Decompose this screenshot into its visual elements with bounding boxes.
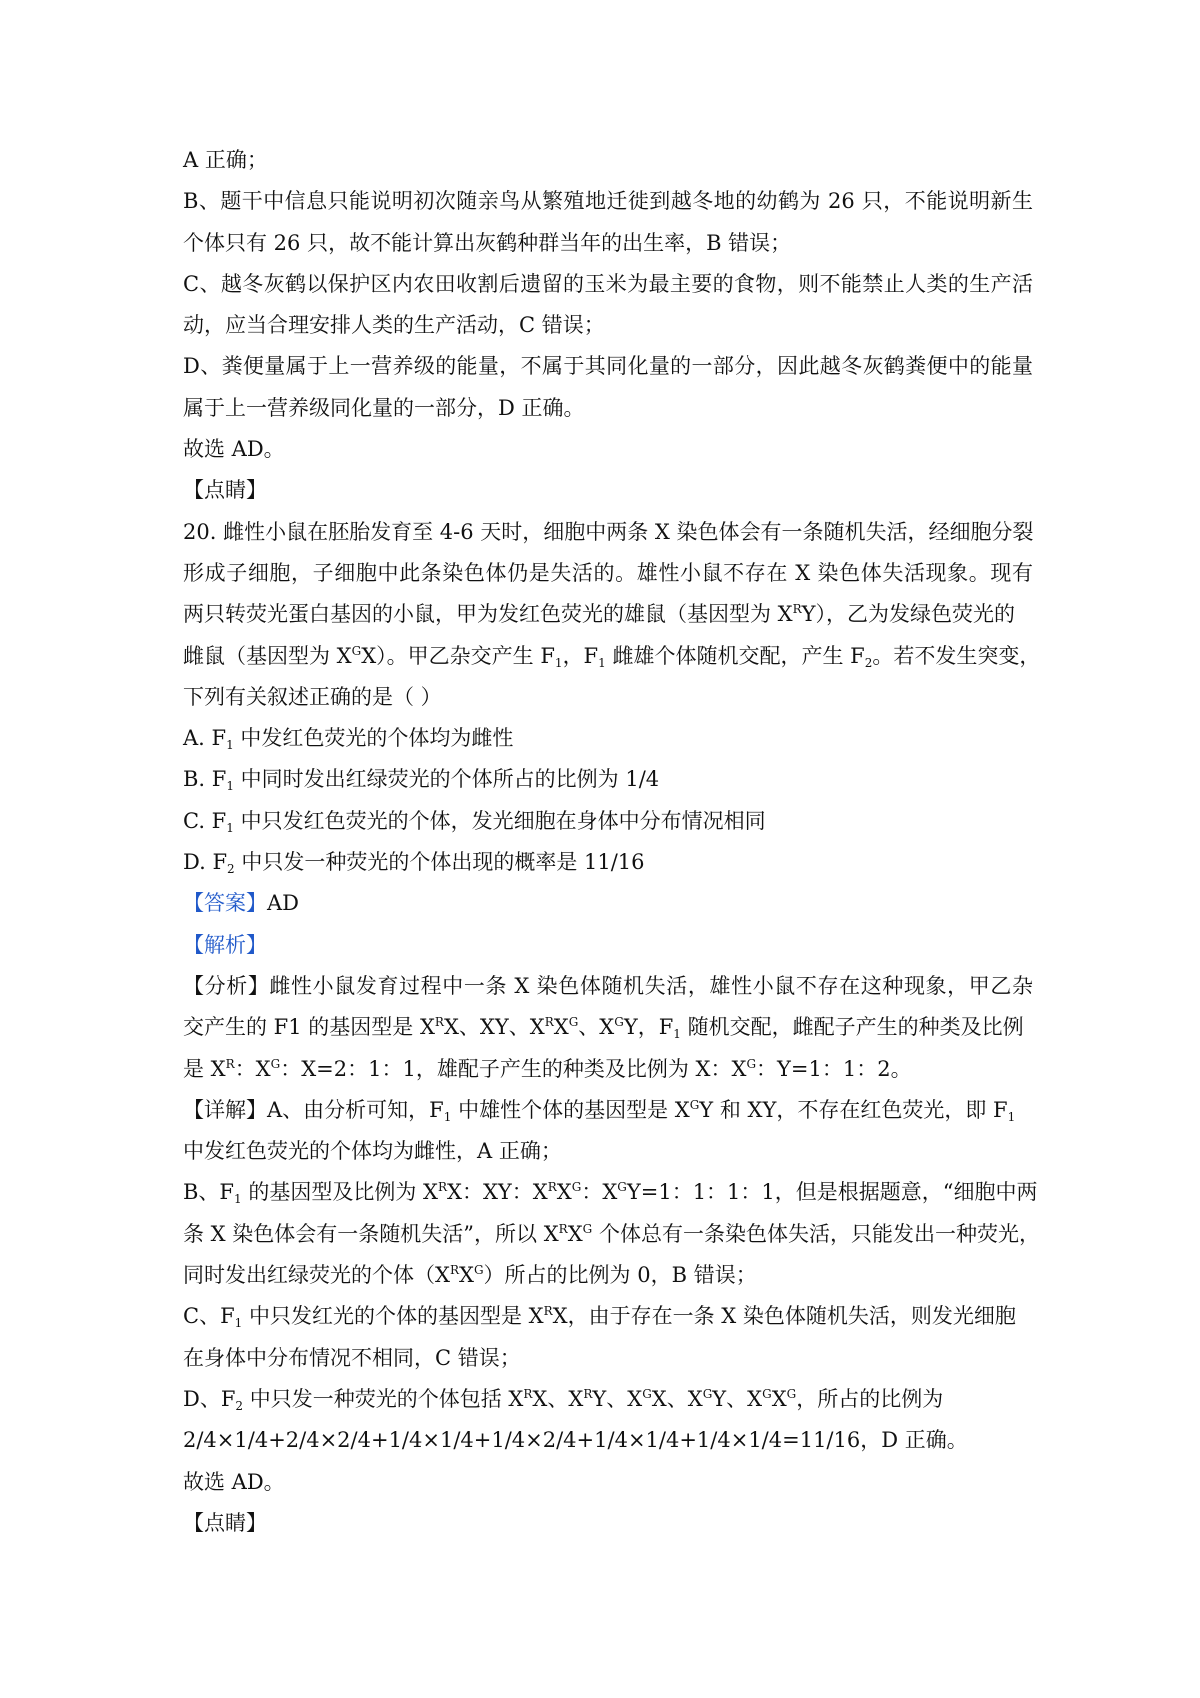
text-line: B、题干中信息只能说明初次随亲鸟从繁殖地迁徙到越冬地的幼鹤为 26 只，不能说明新生 — [183, 189, 1033, 214]
question-stem-line: 20. 雌性小鼠在胚胎发育至 4-6 天时，细胞中两条 X 染色体会有一条随机失活，经细胞分裂 — [183, 519, 1034, 544]
text-line — [183, 470, 1033, 511]
detail-line: B、$F_1$ 的基因型及比例为 $X^RX$：XY：$X^RX^G$：$X^GY=1$：1：1：1，但是根据题意，“细胞中两 — [183, 1180, 1038, 1207]
question-stem-line: 雌鼠（基因型为 $X^GX$）。甲乙杂交产生 $F_1$，$F_1$ 雌雄个体随机交配，产生 $F_2$。若不发生突变， — [183, 643, 1041, 670]
detail-line: 在身体中分布情况不相同，C 错误； — [183, 1345, 521, 1370]
text-line: D、粪便量属于上一营养级的能量，不属于其同化量的一部分，因此越冬灰鹤粪便中的能量 — [183, 354, 1033, 379]
text-line — [183, 140, 1033, 181]
document-page — [183, 140, 1041, 1544]
question-stem-line: 下列有关叙述正确的是（ ） — [183, 684, 442, 709]
option-d: D. $F_2$ 中只发一种荧光的个体出现的概率是 11/16 — [183, 850, 645, 877]
text-line — [183, 429, 1033, 470]
detail-line: 【详解】A、由分析可知，$F_1$ 中雄性个体的基因型是 $X^GY$ 和 XY，不存在红色荧光，即 $F_1$ — [183, 1097, 1016, 1124]
choose-statement: 故选 AD。 — [183, 437, 285, 462]
detail-line — [183, 1462, 1033, 1503]
text-line: 属于上一营养级同化量的一部分，D 正确。 — [183, 395, 585, 420]
detail-line: D、$F_2$ 中只发一种荧光的个体包括 $X^RX$、$X^RY$、$X^GX$、$X^GY$、$X^GX^G$，所占的比例为 — [183, 1386, 944, 1413]
answer-line — [183, 883, 1033, 924]
analysis-line: 是 $X^R$：$X^G$：X=2：1：1，雄配子产生的种类及比例为 X：$X^G$：Y=1：1：2。 — [183, 1056, 912, 1081]
analysis-line: 【分析】雌性小鼠发育过程中一条 X 染色体随机失活，雄性小鼠不存在这种现象，甲乙杂 — [183, 973, 1033, 998]
analysis-line: 交产生的 F1 的基因型是 $X^RX$、XY、$X^RX^G$、$X^GY$，$F_1$ 随机交配，雌配子产生的种类及比例 — [183, 1015, 1024, 1042]
choose-statement: 故选 AD。 — [183, 1469, 285, 1494]
text-line: 动，应当合理安排人类的生产活动，C 错误； — [183, 313, 605, 338]
question-stem-line: 形成子细胞，子细胞中此条染色体仍是失活的。雄性小鼠不存在 X 染色体失活现象。现有 — [183, 560, 1033, 585]
question-stem-line: 两只转荧光蛋白基因的小鼠，甲为发红色荧光的雄鼠（基因型为 $X^RY$），乙为发绿色荧光的 — [183, 602, 1016, 627]
detail-line: 条 X 染色体会有一条随机失活”，所以 $X^RX^G$ 个体总有一条染色体失活，只能发出一种荧光， — [183, 1221, 1040, 1246]
jiexi-line — [183, 925, 1033, 966]
answer-value: AD — [267, 891, 300, 916]
option-a: A. $F_1$ 中发红色荧光的个体均为雌性 — [183, 726, 514, 753]
dianjing-heading: 【点睛】 — [183, 1510, 267, 1535]
answer-label: 【答案】 — [183, 891, 267, 916]
text-line: C、越冬灰鹤以保护区内农田收割后遗留的玉米为最主要的食物，则不能禁止人类的生产活 — [183, 271, 1033, 296]
detail-line: 2/4×1/4+2/4×2/4+1/4×1/4+1/4×2/4+1/4×1/4+1/4×1/4=11/16，D 正确。 — [183, 1428, 968, 1453]
dianjing-heading: 【点睛】 — [183, 478, 267, 503]
detail-line — [183, 1503, 1033, 1544]
text-line: 个体只有 26 只，故不能计算出灰鹤种群当年的出生率，B 错误； — [183, 230, 792, 255]
option-b: B. $F_1$ 中同时发出红绿荧光的个体所占的比例为 1/4 — [183, 767, 660, 794]
jiexi-label: 【解析】 — [183, 932, 267, 957]
detail-line: 同时发出红绿荧光的个体$(X^RX^G)$所占的比例为 0，B 错误； — [183, 1263, 757, 1288]
option-a-verdict: A 正确； — [183, 148, 268, 172]
detail-line: C、$F_1$ 中只发红光的个体的基因型是 $X^RX$，由于存在一条 X 染色体随机失活，则发光细胞 — [183, 1304, 1016, 1331]
option-c: C. $F_1$ 中只发红色荧光的个体，发光细胞在身体中分布情况相同 — [183, 808, 766, 835]
detail-line: 中发红色荧光的个体均为雌性，A 正确； — [183, 1139, 562, 1164]
